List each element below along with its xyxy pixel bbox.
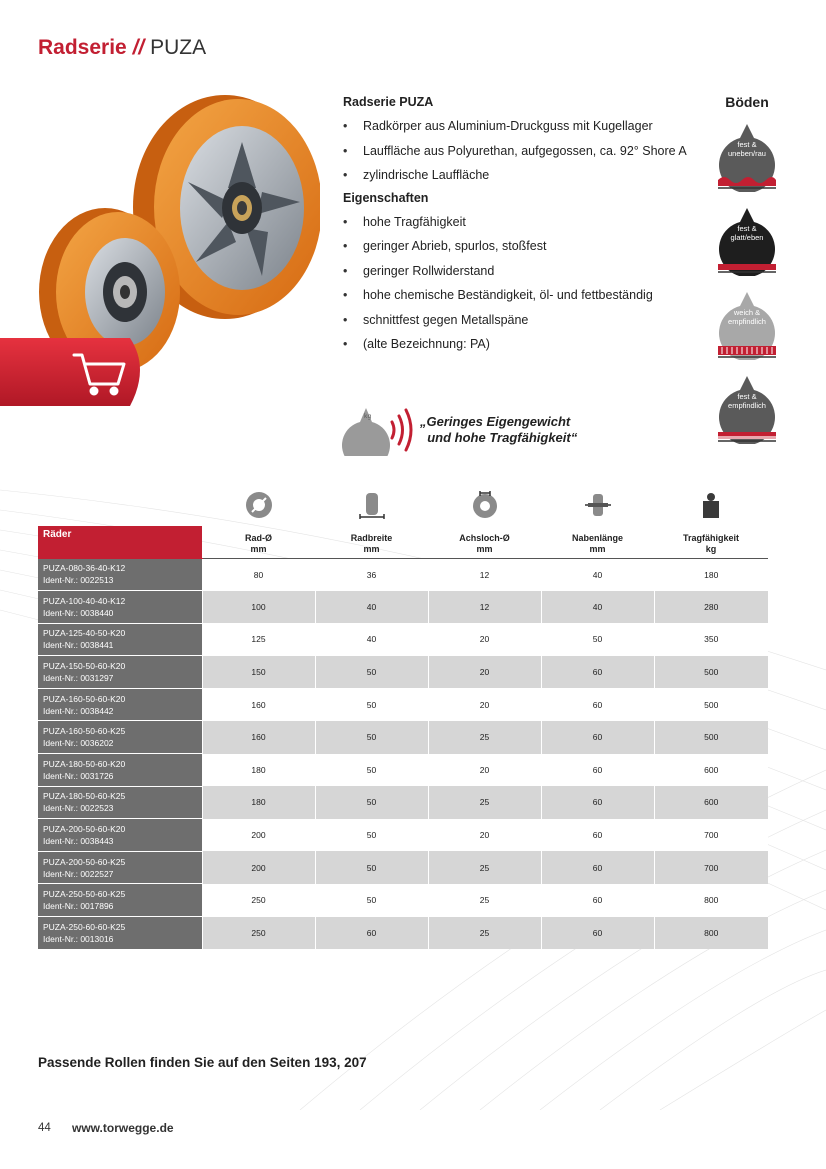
table-cell: 60 <box>541 721 654 754</box>
table-cell: 600 <box>654 786 768 819</box>
table-cell: 25 <box>428 786 541 819</box>
ident-number: Ident-Nr.: 0038442 <box>43 705 114 716</box>
row-model-cell <box>38 786 202 819</box>
title-prefix: Radserie <box>38 36 127 59</box>
floor-label-line1: fest & <box>737 392 757 401</box>
list-item: • Radkörper aus Aluminium-Druckguss mit Kugellager <box>343 118 703 134</box>
table-cell: 60 <box>541 754 654 787</box>
table-cell: 250 <box>202 884 315 917</box>
table-row <box>38 558 768 591</box>
ident-number: Ident-Nr.: 0036202 <box>43 738 114 749</box>
axle-hole-icon <box>428 490 541 522</box>
ident-number: Ident-Nr.: 0022523 <box>43 803 114 814</box>
ident-number: Ident-Nr.: 0017896 <box>43 901 114 912</box>
table-cell: 20 <box>428 754 541 787</box>
table-cell: 200 <box>202 819 315 852</box>
table-header-row <box>38 526 768 558</box>
floor-soft-sensitive-icon <box>716 288 778 360</box>
floor-suitability <box>712 94 782 456</box>
row-model-cell <box>38 591 202 624</box>
floor-label-line1: fest & <box>737 140 757 149</box>
table-cell: 50 <box>315 786 428 819</box>
table-cell: 500 <box>654 688 768 721</box>
list-item: • zylindrische Lauffläche <box>343 167 703 183</box>
table-cell: 50 <box>315 754 428 787</box>
row-model-cell <box>38 851 202 884</box>
list-item: • schnittfest gegen Metallspäne <box>343 312 703 328</box>
floor-label-line1: fest & <box>737 224 757 233</box>
table-cell: 100 <box>202 591 315 624</box>
table-row <box>38 721 768 754</box>
table-row <box>38 623 768 656</box>
table-cell: 600 <box>654 754 768 787</box>
row-model-cell <box>38 721 202 754</box>
model-number: PUZA-200-50-60-K25 <box>43 856 126 867</box>
row-model-cell <box>38 558 202 591</box>
table-row <box>38 656 768 689</box>
table-cell: 25 <box>428 884 541 917</box>
slogan-line1: „Geringes Eigengewicht <box>420 414 571 429</box>
table-cell: 25 <box>428 917 541 950</box>
list-item: • (alte Bezeichnung: PA) <box>343 336 703 352</box>
table-cell: 150 <box>202 656 315 689</box>
table-cell: 20 <box>428 623 541 656</box>
table-cell: 50 <box>315 688 428 721</box>
ident-number: Ident-Nr.: 0038443 <box>43 836 114 847</box>
table-cell: 180 <box>654 558 768 591</box>
title-name: PUZA <box>150 36 207 59</box>
table-row <box>38 851 768 884</box>
wheel-diameter-icon <box>202 490 315 522</box>
table-cell: 350 <box>654 623 768 656</box>
table-cell: 80 <box>202 558 315 591</box>
list-item: • Lauffläche aus Polyurethan, aufgegossen, ca. 92° Shore A <box>343 143 703 159</box>
floor-label-line2: empfindlich <box>728 317 766 326</box>
row-model-cell <box>38 884 202 917</box>
header-rad-diameter: Rad-Ø mm <box>202 526 315 558</box>
wheel-spec-table <box>38 526 768 950</box>
table-cell: 25 <box>428 721 541 754</box>
table-cell: 50 <box>315 884 428 917</box>
table-cell: 40 <box>315 591 428 624</box>
table-cell: 60 <box>541 851 654 884</box>
model-number: PUZA-180-50-60-K25 <box>43 791 126 802</box>
header-raeder: Räder <box>38 526 202 558</box>
product-wheel-image <box>0 92 320 412</box>
header-axle-hole: Achsloch-Ø mm <box>428 526 541 558</box>
model-number: PUZA-160-50-60-K20 <box>43 693 126 704</box>
table-cell: 800 <box>654 884 768 917</box>
table-cell: 50 <box>315 851 428 884</box>
table-cell: 60 <box>541 819 654 852</box>
table-cell: 50 <box>541 623 654 656</box>
table-row <box>38 917 768 950</box>
list-item: • hohe Tragfähigkeit <box>343 214 703 230</box>
model-number: PUZA-250-60-60-K25 <box>43 921 126 932</box>
ident-number: Ident-Nr.: 0013016 <box>43 933 114 944</box>
construction-list <box>343 118 703 183</box>
table-row <box>38 819 768 852</box>
table-cell: 180 <box>202 754 315 787</box>
table-cell: 160 <box>202 688 315 721</box>
ident-number: Ident-Nr.: 0022527 <box>43 868 114 879</box>
floor-label-line2: uneben/rau <box>728 149 766 158</box>
website-link[interactable]: www.torwegge.de <box>72 1121 174 1135</box>
table-cell: 60 <box>315 917 428 950</box>
row-model-cell <box>38 688 202 721</box>
floor-hard-uneven-icon <box>716 120 778 192</box>
table-cell: 500 <box>654 721 768 754</box>
properties-list <box>343 214 703 353</box>
table-row <box>38 688 768 721</box>
table-cell: 12 <box>428 558 541 591</box>
series-heading: Radserie PUZA <box>343 95 434 109</box>
table-cell: 250 <box>202 917 315 950</box>
model-number: PUZA-200-50-60-K20 <box>43 824 126 835</box>
table-cell: 200 <box>202 851 315 884</box>
table-cell: 60 <box>541 884 654 917</box>
table-row <box>38 754 768 787</box>
list-item: • geringer Abrieb, spurlos, stoßfest <box>343 238 703 254</box>
floor-hard-sensitive-icon <box>716 372 778 444</box>
page-number: 44 <box>38 1122 51 1134</box>
table-cell: 280 <box>654 591 768 624</box>
table-cell: 40 <box>541 591 654 624</box>
feature-list <box>343 94 703 361</box>
list-item: • hohe chemische Beständigkeit, öl- und fettbeständig <box>343 287 703 303</box>
table-row <box>38 591 768 624</box>
title-separator: // <box>132 36 145 59</box>
row-model-cell <box>38 656 202 689</box>
floor-label-line2: glatt/eben <box>730 233 764 242</box>
table-cell: 160 <box>202 721 315 754</box>
slogan-badge <box>340 404 640 456</box>
table-cell: 700 <box>654 819 768 852</box>
ident-number: Ident-Nr.: 0031297 <box>43 673 114 684</box>
list-item: • geringer Rollwiderstand <box>343 263 703 279</box>
wheel-width-icon <box>315 490 428 522</box>
row-model-cell <box>38 819 202 852</box>
slogan-line2: und hohe Tragfähigkeit“ <box>427 430 578 445</box>
model-number: PUZA-250-50-60-K25 <box>43 889 126 900</box>
svg-text:kg: kg <box>364 413 372 420</box>
table-cell: 25 <box>428 851 541 884</box>
row-model-cell <box>38 754 202 787</box>
floor-title: Böden <box>725 94 769 110</box>
table-cell: 40 <box>541 558 654 591</box>
table-cell: 50 <box>315 656 428 689</box>
model-number: PUZA-125-40-50-K20 <box>43 628 126 639</box>
hub-length-icon <box>541 490 654 522</box>
table-cell: 800 <box>654 917 768 950</box>
page-title <box>38 36 206 60</box>
table-cell: 36 <box>315 558 428 591</box>
table-cell: 40 <box>315 623 428 656</box>
model-number: PUZA-150-50-60-K20 <box>43 661 126 672</box>
table-row <box>38 884 768 917</box>
ident-number: Ident-Nr.: 0031726 <box>43 770 114 781</box>
table-cell: 60 <box>541 688 654 721</box>
table-row <box>38 786 768 819</box>
lightweight-wheel-icon <box>340 404 420 456</box>
floor-hard-smooth-icon <box>716 204 778 276</box>
column-icons <box>202 490 768 524</box>
model-number: PUZA-080-36-40-K12 <box>43 563 126 574</box>
footer-note: Passende Rollen finden Sie auf den Seiten 193, 207 <box>38 1055 367 1070</box>
ident-number: Ident-Nr.: 0038440 <box>43 607 114 618</box>
properties-heading: Eigenschaften <box>343 190 429 205</box>
table-body <box>38 558 768 949</box>
table-cell: 20 <box>428 688 541 721</box>
model-number: PUZA-180-50-60-K20 <box>43 758 126 769</box>
ident-number: Ident-Nr.: 0022513 <box>43 575 114 586</box>
table-cell: 125 <box>202 623 315 656</box>
header-hub-length: Nabenlänge mm <box>541 526 654 558</box>
row-model-cell <box>38 917 202 950</box>
floor-label-line2: empfindlich <box>728 401 766 410</box>
model-number: PUZA-100-40-40-K12 <box>43 595 126 606</box>
table-cell: 20 <box>428 819 541 852</box>
table-cell: 700 <box>654 851 768 884</box>
table-cell: 60 <box>541 786 654 819</box>
header-load-capacity: Tragfähigkeit kg <box>654 526 768 558</box>
table-cell: 180 <box>202 786 315 819</box>
table-cell: 60 <box>541 656 654 689</box>
table-cell: 50 <box>315 819 428 852</box>
header-wheel-width: Radbreite mm <box>315 526 428 558</box>
table-cell: 12 <box>428 591 541 624</box>
ident-number: Ident-Nr.: 0038441 <box>43 640 114 651</box>
table-cell: 20 <box>428 656 541 689</box>
table-cell: 500 <box>654 656 768 689</box>
table-cell: 60 <box>541 917 654 950</box>
row-model-cell <box>38 623 202 656</box>
table-cell: 50 <box>315 721 428 754</box>
model-number: PUZA-160-50-60-K25 <box>43 726 126 737</box>
floor-label-line1: weich & <box>733 308 761 317</box>
load-capacity-icon <box>654 490 767 522</box>
